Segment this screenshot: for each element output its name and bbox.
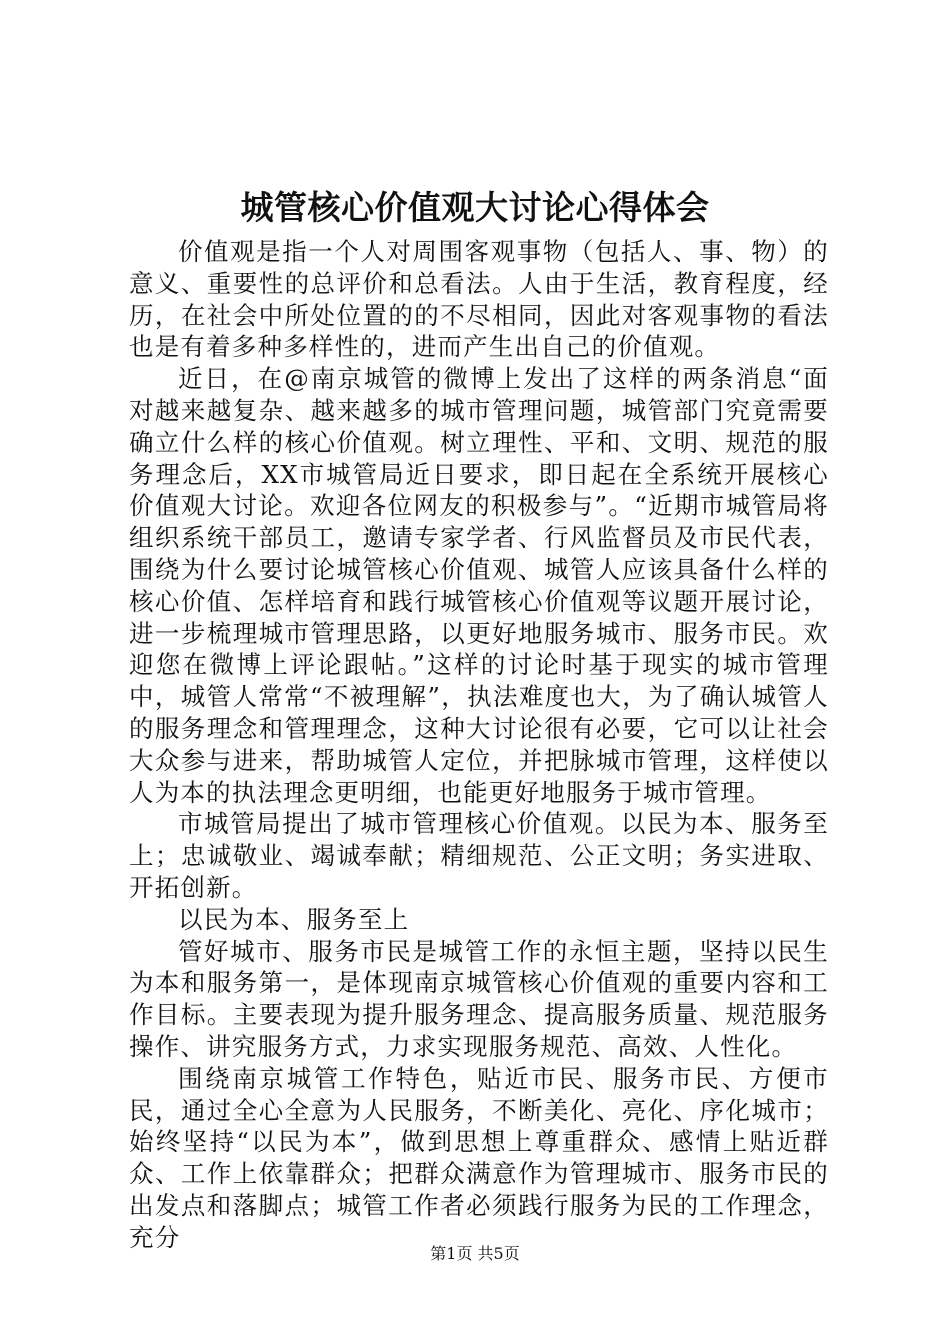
paragraph: 近日，在@南京城管的微博上发出了这样的两条消息“面对越来越复杂、越来越多的城市管理问题，城管部门究竟需要确立什么样的核心价值观。树立理性、平和、文明、规范的服务理念后，XX市城管局近日要求，即日起在全系统开展核心价值观大讨论。欢迎各位网友的积极参与”。“近期市城管局将组织系统干部员工，邀请专家学者、行风监督员及市民代表，围绕为什么要讨论城管核心价值观、城管人应该具备什么样的核心价值、怎样培育和践行城管核心价值观等议题开展讨论，进一步梳理城市管理思路，以更好地服务城市、服务市民。欢迎您在微博上评论跟帖。”这样的讨论时基于现实的城市管理中，城管人常常“不被理解”，执法难度也大，为了确认城管人的服务理念和管理理念，这种大讨论很有必要，它可以让社会大众参与进来，帮助城管人定位，并把脉城市管理，这样使以人为本的执法理念更明细，也能更好地服务于城市管理。 xyxy=(129,364,829,807)
paragraph: 管好城市、服务市民是城管工作的永恒主题，坚持以民生为本和服务第一，是体现南京城管核心价值观的重要内容和工作目标。主要表现为提升服务理念、提高服务质量、规范服务操作、讲究服务方式，力求实现服务规范、高效、人性化。 xyxy=(129,936,829,1061)
paragraph: 价值观是指一个人对周围客观事物（包括人、事、物）的意义、重要性的总评价和总看法。人由于生活，教育程度，经历，在社会中所处位置的的不尽相同，因此对客观事物的看法也是有着多种多样性的，进而产生出自己的价值观。 xyxy=(129,237,829,362)
paragraph: 市城管局提出了城市管理核心价值观。以民为本、服务至上；忠诚敬业、竭诚奉献；精细规范、公正文明；务实进取、开拓创新。 xyxy=(129,809,829,902)
section-heading: 以民为本、服务至上 xyxy=(178,904,410,934)
document-body xyxy=(129,236,829,1254)
document-title: 城管核心价值观大讨论心得体会 xyxy=(240,188,710,227)
paragraph: 围绕南京城管工作特色，贴近市民、服务市民、方便市民，通过全心全意为人民服务，不断美化、亮化、序化城市；始终坚持“以民为本”，做到思想上尊重群众、感情上贴近群众、工作上依靠群众；把群众满意作为管理城市、服务市民的出发点和落脚点；城管工作者必须践行服务为民的工作理念，充分 xyxy=(129,1063,829,1252)
page-number: 第1页 共5页 xyxy=(430,1244,520,1263)
